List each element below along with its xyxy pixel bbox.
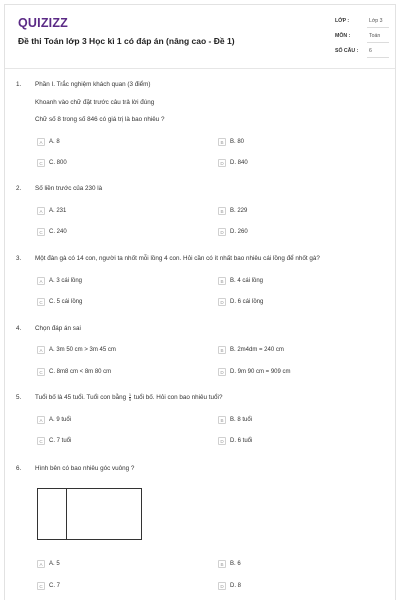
option-d[interactable] [218, 228, 248, 236]
option-letter-box[interactable]: A [37, 207, 45, 215]
question-number: 6. [16, 465, 22, 472]
header-divider [5, 68, 395, 69]
meta-subject-underline [367, 42, 389, 43]
question-number: 2. [16, 185, 22, 192]
option-a[interactable] [37, 138, 60, 146]
question-text: Một đàn gà có 14 con, người ta nhốt mỗi lồng 4 con. Hỏi cần có ít nhất bao nhiêu cái lồng để nhốt gà? [35, 255, 320, 262]
option-text: A. 8 [49, 139, 60, 145]
option-text: B. 229 [230, 208, 248, 214]
option-letter-box[interactable]: C [37, 368, 45, 376]
option-letter-box[interactable]: C [37, 298, 45, 306]
question-text-start: Tuổi bố là 45 tuổi. Tuổi con bằng [35, 394, 127, 402]
option-letter-box[interactable]: B [218, 346, 226, 354]
option-b[interactable] [218, 277, 263, 285]
option-letter-box[interactable]: D [218, 437, 226, 445]
option-c[interactable] [37, 437, 71, 445]
option-text: A. 3 cái lồng [49, 278, 83, 284]
option-text: D. 8 [230, 583, 242, 589]
option-text: B. 2m4dm = 240 cm [230, 347, 284, 353]
option-letter-box[interactable]: D [218, 159, 226, 167]
meta-subject-label: MÔN : [335, 33, 351, 39]
option-letter-box[interactable]: C [37, 437, 45, 445]
option-text: A. 231 [49, 208, 67, 214]
option-text: A. 9 tuổi [49, 417, 72, 423]
fraction-numerator: 1 [128, 392, 132, 397]
option-letter-box[interactable]: B [218, 138, 226, 146]
question-text: Số liền trước của 230 là [35, 185, 103, 192]
option-b[interactable] [218, 560, 241, 568]
question-text: Chữ số 8 trong số 846 có giá trị là bao nhiêu ? [35, 116, 165, 123]
question-text: Phần I. Trắc nghiệm khách quan (3 điểm) [35, 81, 151, 88]
option-letter-box[interactable]: B [218, 277, 226, 285]
option-c[interactable] [37, 228, 67, 236]
option-a[interactable] [37, 346, 116, 354]
option-letter-box[interactable]: A [37, 560, 45, 568]
option-d[interactable] [218, 298, 263, 306]
figure-divider-line [66, 488, 67, 540]
option-c[interactable] [37, 582, 60, 590]
worksheet-title: Đề thi Toán lớp 3 Học kì 1 có đáp án (nâng cao - Đề 1) [18, 36, 235, 46]
option-d[interactable] [218, 437, 252, 445]
option-text: D. 6 cái lồng [230, 299, 264, 305]
option-text: C. 8m8 cm < 8m 80 cm [49, 369, 112, 375]
option-letter-box[interactable]: A [37, 346, 45, 354]
fraction-denominator: 5 [128, 397, 132, 402]
option-c[interactable] [37, 159, 67, 167]
option-letter-box[interactable]: D [218, 582, 226, 590]
option-letter-box[interactable]: C [37, 159, 45, 167]
option-text: D. 260 [230, 229, 248, 235]
option-text: B. 6 [230, 561, 241, 567]
option-d[interactable] [218, 368, 291, 376]
meta-class-label: LỚP : [335, 18, 350, 24]
meta-class-value: Lớp 3 [369, 18, 383, 24]
option-letter-box[interactable]: A [37, 138, 45, 146]
question-text: Khoanh vào chữ đặt trước câu trả lời đúng [35, 99, 155, 106]
option-letter-box[interactable]: B [218, 560, 226, 568]
option-c[interactable] [37, 368, 111, 376]
option-text: C. 7 [49, 583, 61, 589]
option-d[interactable] [218, 582, 241, 590]
option-b[interactable] [218, 207, 247, 215]
option-text: D. 840 [230, 160, 248, 166]
quizizz-logo: QUIZIZZ [18, 16, 69, 30]
option-letter-box[interactable]: D [218, 298, 226, 306]
fraction [129, 393, 131, 402]
option-letter-box[interactable]: B [218, 416, 226, 424]
option-text: C. 240 [49, 229, 67, 235]
option-c[interactable] [37, 298, 82, 306]
option-text: C. 5 cái lồng [49, 299, 83, 305]
option-letter-box[interactable]: C [37, 582, 45, 590]
option-b[interactable] [218, 138, 244, 146]
option-d[interactable] [218, 159, 248, 167]
worksheet [4, 4, 396, 600]
option-letter-box[interactable]: C [37, 228, 45, 236]
option-a[interactable] [37, 560, 60, 568]
option-a[interactable] [37, 416, 71, 424]
option-text: D. 9m 90 cm = 909 cm [230, 369, 291, 375]
question-number: 1. [16, 81, 22, 88]
option-text: B. 80 [230, 139, 245, 145]
question-number: 4. [16, 325, 22, 332]
question-text: Chọn đáp án sai [35, 325, 81, 332]
option-letter-box[interactable]: D [218, 368, 226, 376]
question-number: 5. [16, 394, 22, 401]
question-text-end: tuổi bố. Hỏi con bao nhiêu tuổi? [133, 394, 223, 402]
option-text: A. 3m 50 cm > 3m 45 cm [49, 347, 116, 353]
option-letter-box[interactable]: B [218, 207, 226, 215]
meta-count-value: 6 [369, 48, 372, 54]
option-text: B. 8 tuổi [230, 417, 253, 423]
rectangle-figure [37, 488, 142, 540]
meta-class-underline [367, 27, 389, 28]
question-text [35, 393, 222, 402]
option-text: A. 5 [49, 561, 60, 567]
question-number: 3. [16, 255, 22, 262]
option-letter-box[interactable]: A [37, 416, 45, 424]
option-b[interactable] [218, 416, 252, 424]
option-text: C. 7 tuổi [49, 438, 72, 444]
option-a[interactable] [37, 277, 82, 285]
meta-subject-value: Toán [369, 33, 381, 39]
option-b[interactable] [218, 346, 284, 354]
question-text: Hình bên có bao nhiêu góc vuông ? [35, 465, 135, 472]
option-text: C. 800 [49, 160, 67, 166]
option-letter-box[interactable]: A [37, 277, 45, 285]
option-text: B. 4 cái lồng [230, 278, 264, 284]
meta-count-underline [367, 57, 389, 58]
option-a[interactable] [37, 207, 66, 215]
meta-count-label: SỐ CÂU : [335, 48, 359, 54]
option-letter-box[interactable]: D [218, 228, 226, 236]
option-text: D. 6 tuổi [230, 438, 253, 444]
